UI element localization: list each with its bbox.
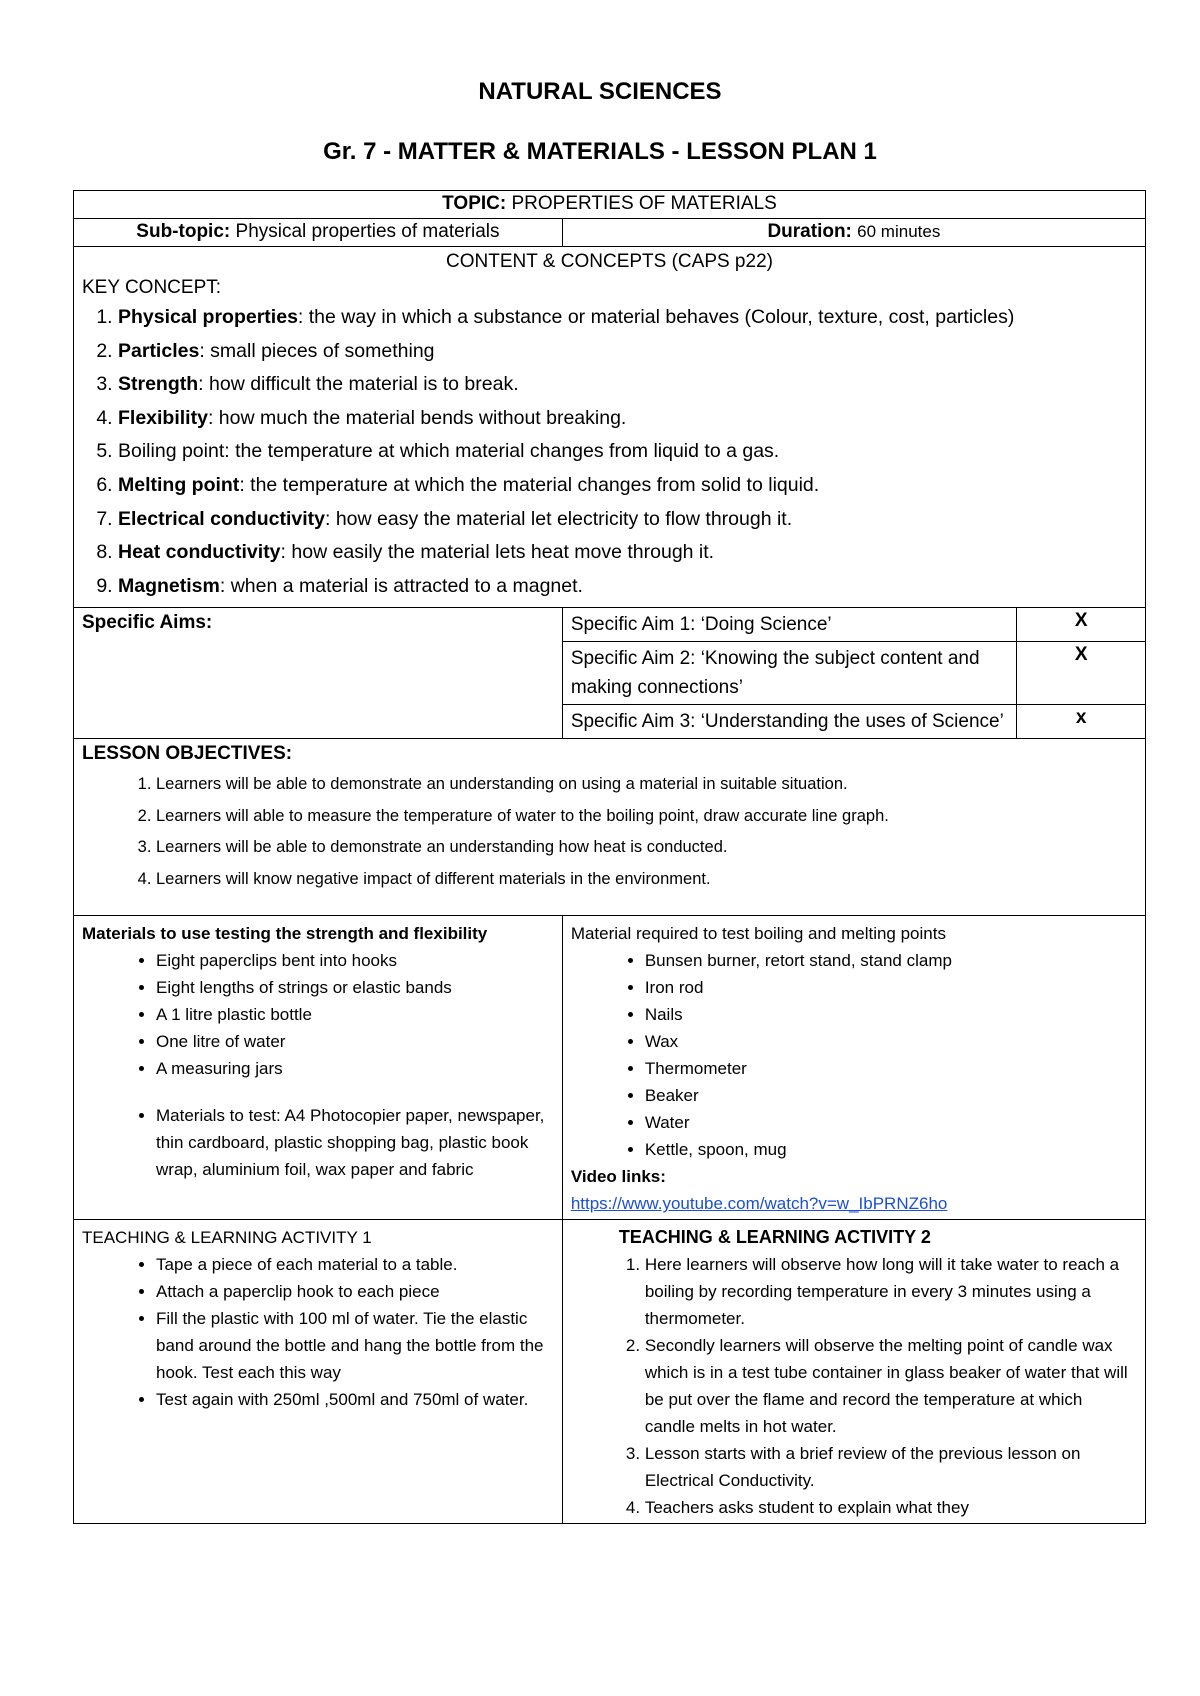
concept-term: Melting point xyxy=(118,473,240,496)
concept-term: Flexibility xyxy=(118,406,208,429)
material-item: • Eight lengths of strings or elastic bands xyxy=(156,974,554,1001)
activity-step: 2. Secondly learners will observe the melting point of candle wax which is in a test tube container in glass beaker of water that will be put over the flame and record the temperature at which candle melts in hot water. xyxy=(645,1332,1137,1440)
concept-term: Heat conductivity xyxy=(118,541,281,564)
subtopic-label: Sub-topic: xyxy=(136,221,231,242)
concept-item xyxy=(118,570,1137,604)
material-item: • A 1 litre plastic bottle xyxy=(156,1001,554,1028)
document-title: NATURAL SCIENCES xyxy=(478,78,722,105)
activity-step: 3. Lesson starts with a brief review of the previous lesson on Electrical Conductivity. xyxy=(645,1440,1137,1494)
video-link[interactable]: https://www.youtube.com/watch?v=w_IbPRNZ6ho xyxy=(570,1194,948,1214)
activity-step: 1. Here learners will observe how long will it take water to reach a boiling by recording temperature in every 3 minutes using a thermometer. xyxy=(645,1251,1137,1332)
materials-right-heading: Material required to test boiling and melting points xyxy=(570,924,946,944)
topic-value: PROPERTIES OF MATERIALS xyxy=(511,193,777,214)
objective-item: 2. Learners will able to measure the temperature of water to the boiling point, draw accurate line graph. xyxy=(156,801,1137,833)
concept-term: Particles xyxy=(118,339,200,362)
objectives-list xyxy=(82,769,1137,895)
objective-item: 1. Learners will be able to demonstrate an understanding on using a material in suitable situation. xyxy=(156,769,1137,801)
material-item: • Beaker xyxy=(645,1082,1137,1109)
concept-definition: : the temperature at which material changes from liquid to a gas. xyxy=(224,440,780,463)
concept-definition: : how easy the material let electricity to flow through it. xyxy=(325,507,793,530)
activities-row xyxy=(74,1220,1146,1524)
activity-step: 4. Teachers asks student to explain what they xyxy=(645,1494,1137,1521)
aim-2-text: Specific Aim 2: ‘Knowing the subject content and making connections’ xyxy=(563,642,1017,705)
video-links-label: Video links: xyxy=(570,1167,666,1187)
document-subtitle: Gr. 7 - MATTER & MATERIALS - LESSON PLAN 1 xyxy=(323,138,877,165)
concept-definition: : small pieces of something xyxy=(199,339,435,362)
duration-value: 60 minutes xyxy=(857,222,941,241)
concept-item xyxy=(118,402,1137,436)
concept-item xyxy=(118,469,1137,503)
materials-left-heading: Materials to use testing the strength and flexibility xyxy=(82,924,488,944)
aim-row-3 xyxy=(563,705,1145,739)
material-item: • Thermometer xyxy=(645,1055,1137,1082)
material-item: • A measuring jars xyxy=(156,1055,554,1082)
topic-label: TOPIC: xyxy=(442,193,507,214)
objectives-label: LESSON OBJECTIVES: xyxy=(82,743,293,765)
materials-test-list xyxy=(82,1102,554,1183)
duration-label: Duration: xyxy=(767,221,852,242)
concepts-list xyxy=(82,301,1137,603)
lesson-plan-table xyxy=(73,190,1146,1524)
concept-term: Electrical conductivity xyxy=(118,507,325,530)
aim-1-text: Specific Aim 1: ‘Doing Science’ xyxy=(563,608,1017,642)
concept-item xyxy=(118,368,1137,402)
concept-definition: : how easily the material lets heat move through it. xyxy=(280,541,715,564)
material-item: • Wax xyxy=(645,1028,1137,1055)
material-item: • Iron rod xyxy=(645,974,1137,1001)
aim-3-text: Specific Aim 3: ‘Understanding the uses of Science’ xyxy=(563,705,1017,739)
aim-2-mark: X xyxy=(1017,642,1145,705)
activity1-heading: TEACHING & LEARNING ACTIVITY 1 xyxy=(82,1228,372,1248)
concept-term: Boiling point xyxy=(118,440,225,463)
content-heading: CONTENT & CONCEPTS (CAPS p22) xyxy=(446,251,773,272)
activity-step: • Fill the plastic with 100 ml of water. Tie the elastic band around the bottle and hang the bottle from the hook. Test each this way xyxy=(156,1305,554,1386)
material-item: • Water xyxy=(645,1109,1137,1136)
activity2-heading: TEACHING & LEARNING ACTIVITY 2 xyxy=(618,1227,931,1248)
materials-row xyxy=(74,916,1146,1220)
aim-3-mark: x xyxy=(1017,705,1145,739)
material-item: • One litre of water xyxy=(156,1028,554,1055)
key-concept-label: KEY CONCEPT: xyxy=(82,277,222,298)
concept-term: Physical properties xyxy=(118,306,298,328)
materials-left-list xyxy=(82,947,554,1082)
topic-row xyxy=(74,191,1146,219)
aims-row xyxy=(74,608,1146,739)
activity-step: • Tape a piece of each material to a table. xyxy=(156,1251,554,1278)
activity2-list xyxy=(571,1251,1137,1521)
aim-row-2 xyxy=(563,642,1145,705)
concept-definition: : how much the material bends without breaking. xyxy=(207,406,627,429)
concept-item xyxy=(118,301,1137,335)
material-item: • Eight paperclips bent into hooks xyxy=(156,947,554,974)
aim-1-mark: X xyxy=(1017,608,1145,642)
concept-definition: : the way in which a substance or material behaves (Colour, texture, cost, particles) xyxy=(297,306,1015,328)
aim-row-1 xyxy=(563,608,1145,642)
objective-item: 3. Learners will be able to demonstrate an understanding how heat is conducted. xyxy=(156,832,1137,864)
concept-item xyxy=(118,335,1137,369)
concept-term: Magnetism xyxy=(118,574,220,597)
aims-table xyxy=(563,608,1145,738)
materials-right-list xyxy=(571,947,1137,1163)
concept-item xyxy=(118,435,1137,469)
material-item: • Nails xyxy=(645,1001,1137,1028)
concept-definition: : how difficult the material is to break. xyxy=(198,373,519,396)
activity-step: • Attach a paperclip hook to each piece xyxy=(156,1278,554,1305)
subtopic-row xyxy=(74,219,1146,247)
material-item: • Bunsen burner, retort stand, stand clamp xyxy=(645,947,1137,974)
concept-item xyxy=(118,536,1137,570)
content-row xyxy=(74,247,1146,608)
objective-item: 4. Learners will know negative impact of different materials in the environment. xyxy=(156,864,1137,896)
aims-label: Specific Aims: xyxy=(82,612,213,634)
subtopic-value: Physical properties of materials xyxy=(235,221,500,242)
concept-definition: : when a material is attracted to a magnet. xyxy=(219,574,583,597)
concept-item xyxy=(118,503,1137,537)
concept-term: Strength xyxy=(118,373,199,396)
activity1-list xyxy=(82,1251,554,1413)
activity-step: • Test again with 250ml ,500ml and 750ml of water. xyxy=(156,1386,554,1413)
objectives-row xyxy=(74,739,1146,916)
materials-test-item: • Materials to test: A4 Photocopier paper, newspaper, thin cardboard, plastic shopping bag, plastic book wrap, aluminium foil, wax paper and fabric xyxy=(156,1102,554,1183)
concept-definition: : the temperature at which the material changes from solid to liquid. xyxy=(239,473,820,496)
material-item: • Kettle, spoon, mug xyxy=(645,1136,1137,1163)
